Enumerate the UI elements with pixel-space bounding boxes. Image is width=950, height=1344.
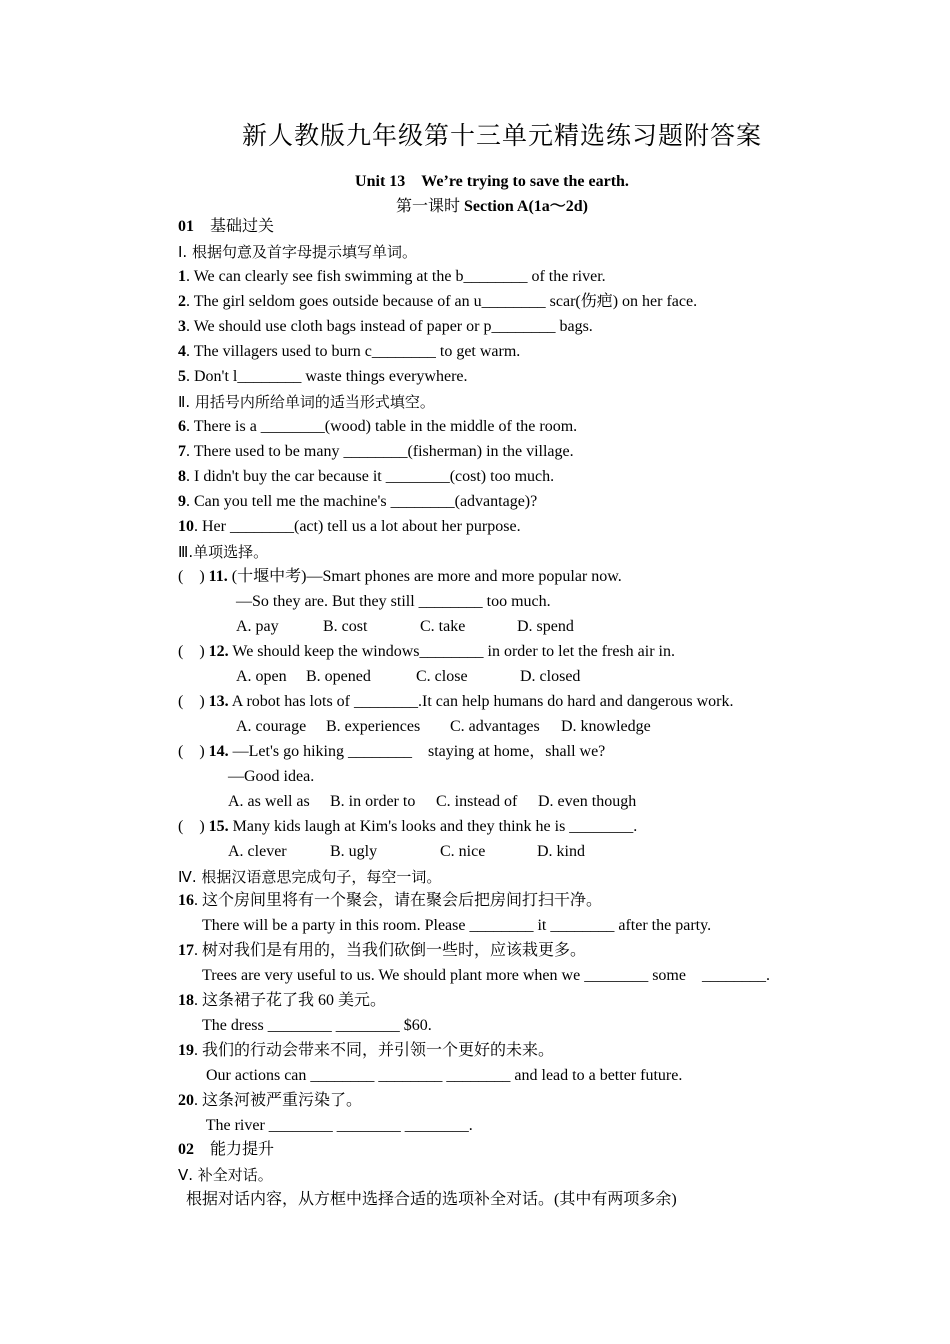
item-number: 9 bbox=[178, 493, 186, 510]
item-number: 5 bbox=[178, 368, 186, 385]
item-number: 17 bbox=[178, 942, 194, 959]
item-number: 20 bbox=[178, 1092, 194, 1109]
item-text: . There is a ________(wood) table in the middle of the room. bbox=[186, 418, 578, 435]
item-text: . I didn't buy the car because it ________(cost) too much. bbox=[186, 468, 555, 485]
section-1-heading: Ⅰ. 根据句意及首字母提示填写单词。 bbox=[178, 243, 417, 261]
option: B. in order to bbox=[330, 793, 416, 810]
question-text: —Let's go hiking ________ staying at home，shall we? bbox=[228, 743, 606, 760]
question-number: 11. bbox=[208, 568, 228, 585]
question-source: (十堰中考) bbox=[227, 568, 307, 585]
list-item bbox=[178, 317, 593, 337]
part-01-heading bbox=[178, 217, 274, 237]
option: D. spend bbox=[517, 618, 574, 635]
english-sentence: The dress ________ ________ $60. bbox=[202, 1017, 432, 1034]
option: A. as well as bbox=[228, 793, 310, 810]
option: B. opened bbox=[306, 668, 371, 685]
option: C. close bbox=[416, 668, 468, 685]
option: D. kind bbox=[537, 843, 585, 860]
question-number: 13. bbox=[208, 693, 229, 710]
english-sentence: Trees are very useful to us. We should plant more when we ________ some ________. bbox=[202, 967, 770, 984]
chinese-prompt: . 这个房间里将有一个聚会，请在聚会后把房间打扫干净。 bbox=[194, 892, 603, 909]
english-sentence: The river ________ ________ ________. bbox=[202, 1117, 473, 1134]
answer-blank: ( ) bbox=[178, 643, 209, 660]
option: C. advantages bbox=[450, 718, 540, 735]
list-item bbox=[178, 467, 554, 487]
question-text-line2: —Good idea. bbox=[228, 768, 315, 785]
question-number: 14. bbox=[208, 743, 229, 760]
section-2-heading: Ⅱ. 用括号内所给单词的适当形式填空。 bbox=[178, 393, 435, 411]
question-text-line2: —So they are. But they still ________ too much. bbox=[236, 593, 551, 610]
list-item bbox=[178, 1091, 362, 1111]
item-text: . Her ________(act) tell us a lot about her purpose. bbox=[194, 518, 521, 535]
chinese-prompt: . 我们的行动会带来不同，并引领一个更好的未来。 bbox=[194, 1042, 555, 1059]
question-15 bbox=[178, 817, 637, 837]
question-12 bbox=[178, 642, 675, 662]
item-number: 10 bbox=[178, 518, 194, 535]
english-sentence: There will be a party in this room. Please ________ it ________ after the party. bbox=[202, 917, 712, 934]
list-item bbox=[178, 941, 586, 961]
item-number: 18 bbox=[178, 992, 194, 1009]
chinese-prompt: . 这条裙子花了我 60 美元。 bbox=[194, 992, 387, 1009]
option: C. instead of bbox=[436, 793, 518, 810]
answer-blank: ( ) bbox=[178, 693, 209, 710]
question-number: 12. bbox=[208, 643, 229, 660]
item-text: . Don't l________ waste things everywhere. bbox=[186, 368, 468, 385]
list-item bbox=[178, 891, 602, 911]
chinese-prompt: . 这条河被严重污染了。 bbox=[194, 1092, 363, 1109]
part-number: 01 bbox=[178, 218, 194, 235]
item-number: 1 bbox=[178, 268, 186, 285]
item-text: . We can clearly see fish swimming at the b________ of the river. bbox=[186, 268, 606, 285]
part-label: 能力提升 bbox=[194, 1141, 275, 1158]
option: C. take bbox=[420, 618, 466, 635]
list-item bbox=[178, 292, 697, 312]
item-number: 4 bbox=[178, 343, 186, 360]
item-number: 19 bbox=[178, 1042, 194, 1059]
question-14 bbox=[178, 742, 605, 762]
item-text: . We should use cloth bags instead of paper or p________ bags. bbox=[186, 318, 593, 335]
item-number: 6 bbox=[178, 418, 186, 435]
item-text: . The villagers used to burn c________ to get warm. bbox=[186, 343, 521, 360]
item-text: . Can you tell me the machine's ________(advantage)? bbox=[186, 493, 538, 510]
list-item bbox=[178, 991, 386, 1011]
part-number: 02 bbox=[178, 1141, 194, 1158]
option: A. pay bbox=[236, 618, 279, 635]
item-number: 2 bbox=[178, 293, 186, 310]
chinese-prompt: . 树对我们是有用的，当我们砍倒一些时，应该栽更多。 bbox=[194, 942, 587, 959]
answer-blank: ( ) bbox=[178, 743, 209, 760]
option: B. ugly bbox=[330, 843, 378, 860]
item-text: . The girl seldom goes outside because of an u________ scar(伤疤) on her face. bbox=[186, 293, 698, 310]
item-text: . There used to be many ________(fisherman) in the village. bbox=[186, 443, 574, 460]
option: B. cost bbox=[323, 618, 368, 635]
list-item bbox=[178, 417, 577, 437]
question-13 bbox=[178, 692, 733, 712]
part-02-heading bbox=[178, 1140, 274, 1160]
section-4-heading: Ⅳ. 根据汉语意思完成句子，每空一词。 bbox=[178, 868, 442, 886]
option: A. open bbox=[236, 668, 287, 685]
option: D. even though bbox=[538, 793, 637, 810]
question-text: We should keep the windows________ in order to let the fresh air in. bbox=[228, 643, 675, 660]
item-number: 16 bbox=[178, 892, 194, 909]
list-item bbox=[178, 342, 520, 362]
question-text: —Smart phones are more and more popular now. bbox=[306, 568, 622, 585]
list-item bbox=[178, 442, 574, 462]
option: A. clever bbox=[228, 843, 287, 860]
section-5-heading: Ⅴ. 补全对话。 bbox=[178, 1166, 273, 1184]
list-item bbox=[178, 367, 468, 387]
unit-title: Unit 13 We’re trying to save the earth. bbox=[355, 173, 629, 190]
list-item bbox=[178, 492, 537, 512]
page-title: 新人教版九年级第十三单元精选练习题附答案 bbox=[241, 123, 762, 150]
list-item bbox=[178, 517, 521, 537]
option: D. knowledge bbox=[561, 718, 651, 735]
item-number: 8 bbox=[178, 468, 186, 485]
answer-blank: ( ) bbox=[178, 568, 209, 585]
list-item bbox=[178, 267, 606, 287]
question-text: Many kids laugh at Kim's looks and they think he is ________. bbox=[228, 818, 638, 835]
option: B. experiences bbox=[326, 718, 421, 735]
section-5-instruction: 根据对话内容，从方框中选择合适的选项补全对话。(其中有两项多余) bbox=[186, 1191, 677, 1208]
option: A. courage bbox=[236, 718, 307, 735]
answer-blank: ( ) bbox=[178, 818, 209, 835]
section-3-heading: Ⅲ.单项选择。 bbox=[178, 543, 269, 561]
part-label: 基础过关 bbox=[194, 218, 275, 235]
question-11 bbox=[178, 567, 622, 587]
item-number: 7 bbox=[178, 443, 186, 460]
option: D. closed bbox=[520, 668, 581, 685]
option: C. nice bbox=[440, 843, 486, 860]
question-number: 15. bbox=[208, 818, 229, 835]
lesson-section: Section A(1a～2d) bbox=[464, 198, 589, 215]
lesson-title bbox=[0, 193, 950, 216]
lesson-prefix: 第一课时 bbox=[395, 198, 464, 215]
english-sentence: Our actions can ________ ________ ________ and lead to a better future. bbox=[202, 1067, 683, 1084]
list-item bbox=[178, 1041, 554, 1061]
item-number: 3 bbox=[178, 318, 186, 335]
question-text: A robot has lots of ________.It can help humans do hard and dangerous work. bbox=[228, 693, 734, 710]
